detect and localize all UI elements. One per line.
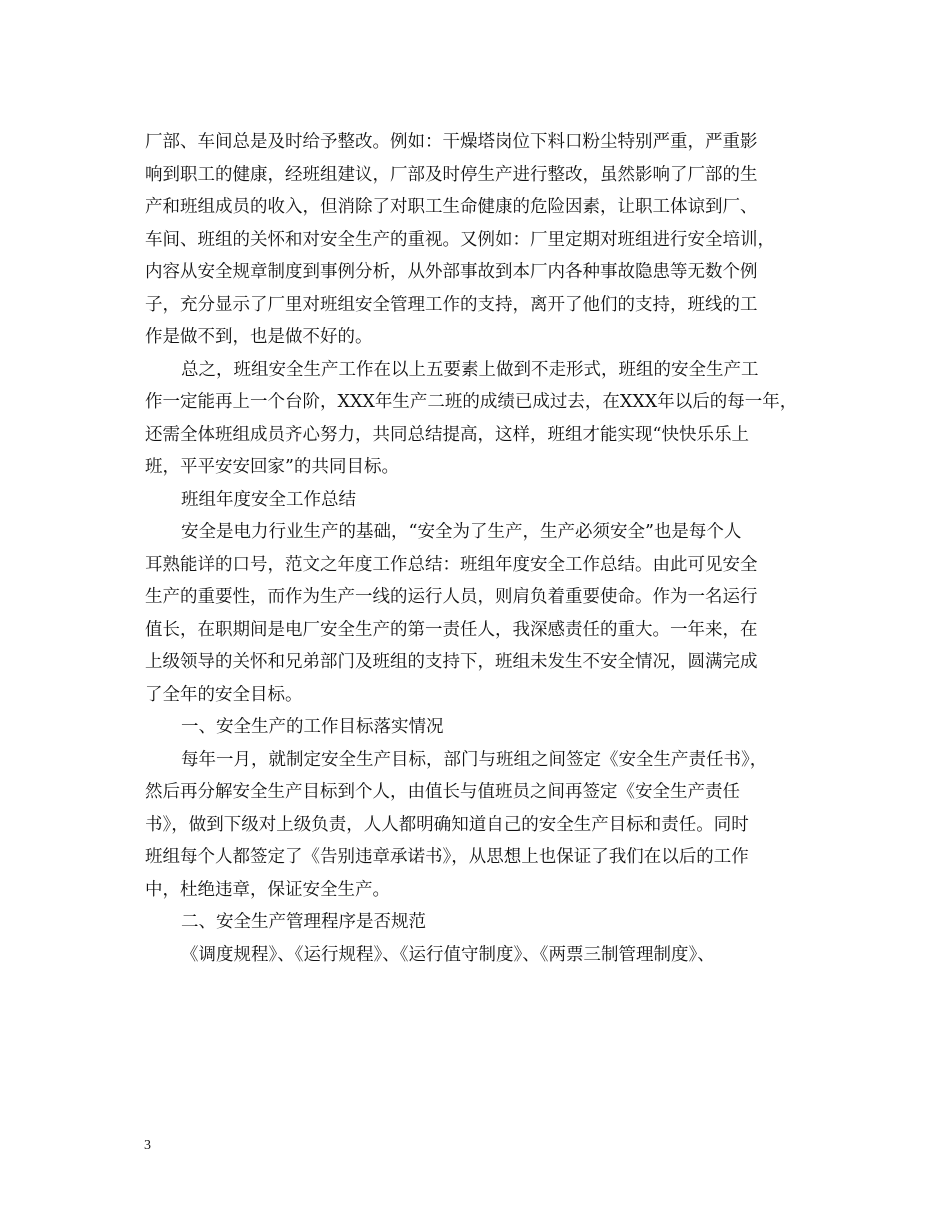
text-line: 还需全体班组成员齐心努力，共同总结提高，这样，班组才能实现“快快乐乐上 <box>145 424 749 445</box>
paragraph-start-line: 安全是电力行业生产的基础，“安全为了生产，生产必须安全”也是每个人 <box>181 522 742 542</box>
text-line: 书》，做到下级对上级负责，人人都明确知道自己的安全生产目标和责任。同时 <box>145 814 749 835</box>
text-line: 生产的重要性，而作为生产一线的运行人员，则肩负着重要使命。作为一名运行 <box>145 587 758 607</box>
text-line: 班组每个人都签定了《告别违章承诺书》，从思想上也保证了我们在以后的工作 <box>145 847 749 867</box>
text-line: 内容从安全规章制度到事例分析，从外部事故到本厂内各种事故隐患等无数个例 <box>145 262 758 282</box>
text-line: 作一定能再上一个台阶，XXX年生产二班的成绩已成过去，在XXX年以后的每一年， <box>145 392 798 412</box>
paragraph-start-line: 每年一月，就制定安全生产目标，部门与班组之间签定《安全生产责任书》， <box>181 749 768 770</box>
text-line: 响到职工的健康，经班组建议，厂部及时停生产进行整改，虽然影响了厂部的生 <box>145 164 758 185</box>
text-line: 车间、班组的关怀和对安全生产的重视。又例如：厂里定期对班组进行安全培训， <box>145 229 775 250</box>
text-line: 上级领导的关怀和兄弟部门及班组的支持下，班组未发生不安全情况，圆满完成 <box>145 652 758 672</box>
section-heading: 二、安全生产管理程序是否规范 <box>181 912 426 932</box>
page-number: 3 <box>144 1138 151 1153</box>
paragraph-start-line: 总之，班组安全生产工作在以上五要素上做到不走形式，班组的安全生产工 <box>181 359 759 380</box>
text-line: 班，平平安安回家”的共同目标。 <box>145 457 399 477</box>
text-line: 厂部、车间总是及时给予整改。例如：干燥塔岗位下料口粉尘特别严重，严重影 <box>145 132 758 152</box>
section-heading: 班组年度安全工作总结 <box>181 489 356 510</box>
text-line: 产和班组成员的收入，但消除了对职工生命健康的危险因素，让职工体谅到厂、 <box>145 197 758 217</box>
text-line: 了全年的安全目标。 <box>145 684 303 705</box>
text-line: 然后再分解安全生产目标到个人，由值长与值班员之间再签定《安全生产责任 <box>145 782 740 802</box>
text-line: 耳熟能详的口号，范文之年度工作总结：班组年度安全工作总结。由此可见安全 <box>145 554 758 575</box>
text-line: 子，充分显示了厂里对班组安全管理工作的支持，离开了他们的支持，班线的工 <box>145 294 758 315</box>
section-heading: 一、安全生产的工作目标落实情况 <box>181 717 444 737</box>
text-line: 作是做不到，也是做不好的。 <box>145 327 373 347</box>
text-line: 中，杜绝违章，保证安全生产。 <box>145 879 390 900</box>
document-body <box>145 126 815 971</box>
paragraph-start-line: 《调度规程》、《运行规程》、《运行值守制度》、《两票三制管理制度》、 <box>181 944 715 965</box>
text-line: 值长，在职期间是电厂安全生产的第一责任人，我深感责任的重大。一年来，在 <box>145 619 758 640</box>
